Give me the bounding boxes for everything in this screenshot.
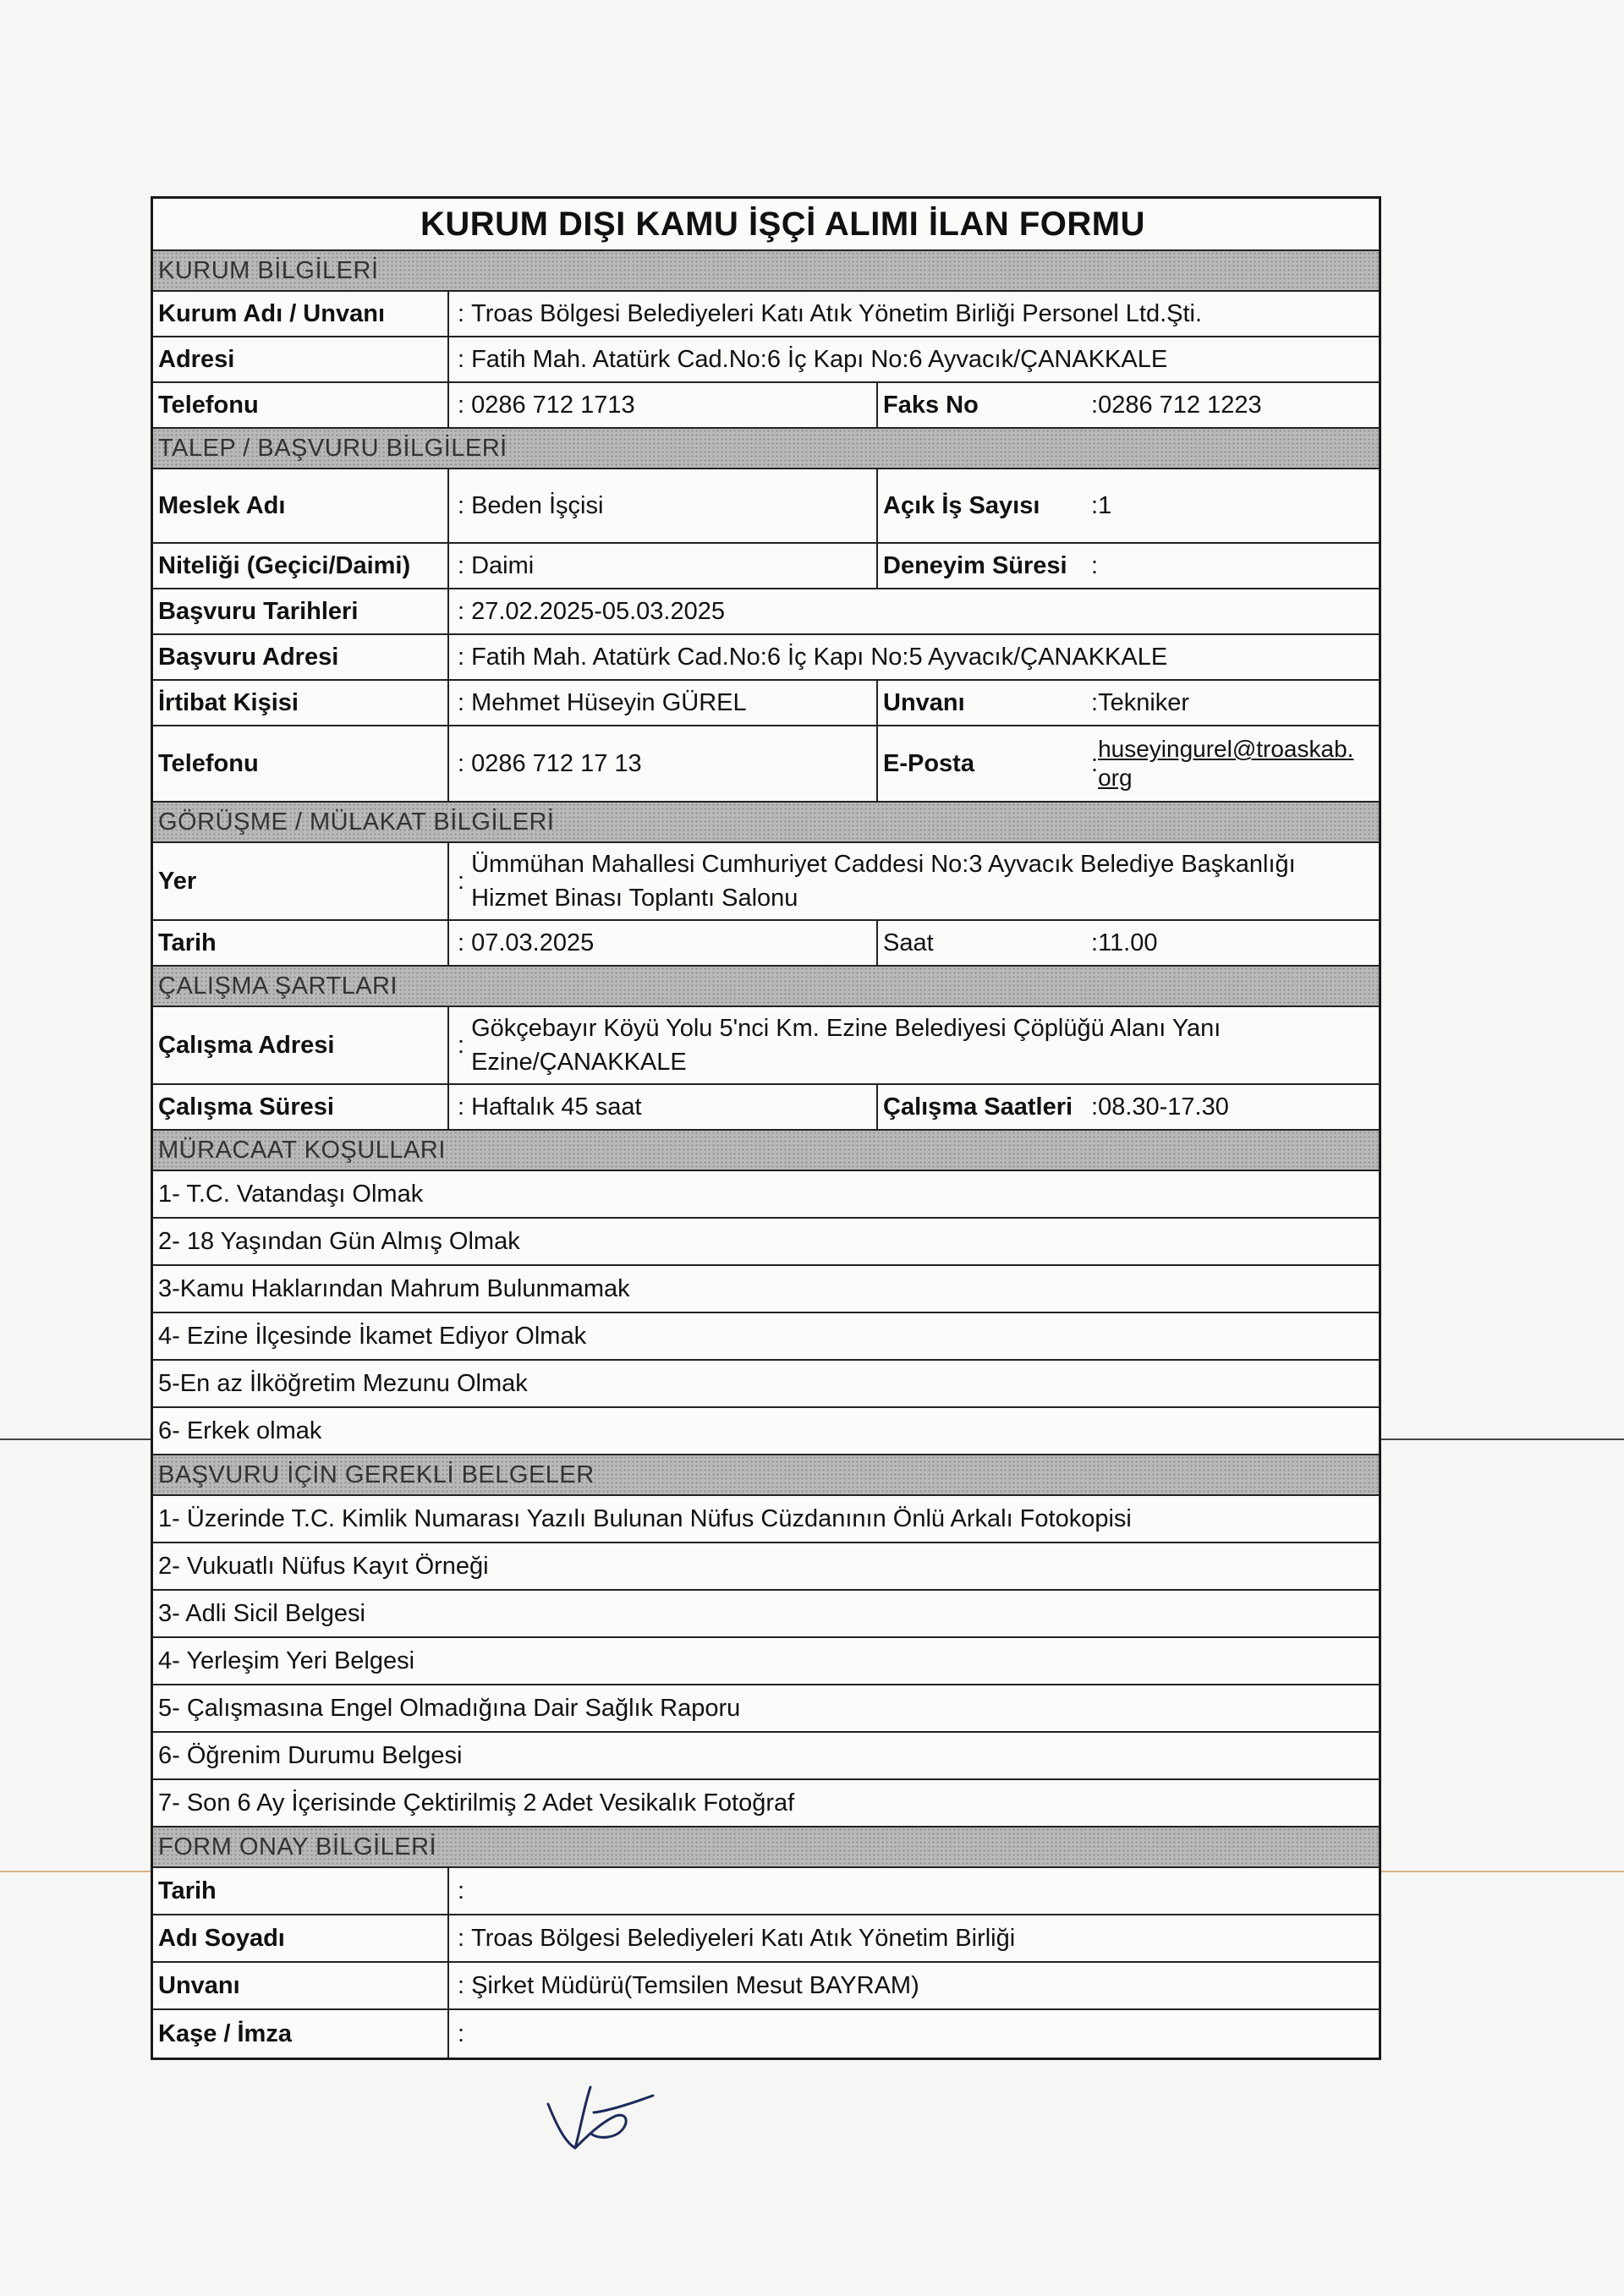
label-irtibat: İrtibat Kişisi <box>153 681 449 725</box>
row-kurum-ad <box>153 292 1379 337</box>
list-item <box>153 1313 1379 1361</box>
label-onay-unvan: Unvanı <box>153 1963 449 2008</box>
label-basvuru-tarih: Başvuru Tarihleri <box>153 589 449 633</box>
colon: : <box>458 597 465 625</box>
row-kurum-adres <box>153 337 1379 383</box>
colon: : <box>458 1093 465 1121</box>
value-onay-ad: Troas Bölgesi Belediyeleri Katı Atık Yönetim Birliği <box>471 1924 1016 1952</box>
muracaat-item: 1- T.C. Vatandaşı Olmak <box>158 1180 424 1208</box>
colon: : <box>458 299 465 327</box>
row-kurum-telefon <box>153 383 1379 429</box>
belge-item: 1- Üzerinde T.C. Kimlik Numarası Yazılı Bulunan Nüfus Cüzdanının Önlü Arkalı Fotokopisi <box>158 1504 1132 1532</box>
value-saat: 11.00 <box>1098 929 1158 956</box>
value-calisma-adres-line2: Ezine/ÇANAKKALE <box>471 1049 687 1076</box>
row-yer <box>153 843 1379 921</box>
row-onay-tarih <box>153 1868 1379 1915</box>
belge-item: 4- Yerleşim Yeri Belgesi <box>158 1647 415 1674</box>
colon: : <box>1091 1093 1099 1121</box>
label-calisma-sure: Çalışma Süresi <box>153 1085 449 1129</box>
muracaat-item: 6- Erkek olmak <box>158 1417 322 1444</box>
label-unvan: Unvanı <box>876 681 1088 725</box>
row-calisma-sure <box>153 1085 1379 1131</box>
value-unvan: Tekniker <box>1098 688 1190 716</box>
colon: : <box>458 749 465 777</box>
colon: : <box>458 1971 465 1999</box>
colon: : <box>458 491 465 519</box>
belge-item: 2- Vukuatlı Nüfus Kayıt Örneği <box>158 1552 489 1580</box>
value-yer-line1: Ümmühan Mahallesi Cumhuriyet Caddesi No:3 Ayvacık Belediye Başkanlığı <box>471 851 1296 878</box>
colon: : <box>458 643 465 671</box>
value-talep-telefon: 0286 712 17 13 <box>471 749 642 777</box>
section-talep: TALEP / BAŞVURU BİLGİLERİ <box>153 429 1379 469</box>
colon: : <box>458 345 465 373</box>
colon: : <box>1091 749 1099 777</box>
section-muracaat: MÜRACAAT KOŞULLARI <box>153 1131 1379 1171</box>
row-gorusme-tarih <box>153 921 1379 967</box>
label-eposta: E-Posta <box>876 726 1088 801</box>
colon: : <box>458 2019 465 2047</box>
label-kurum-ad: Kurum Adı / Unvanı <box>153 292 449 336</box>
row-basvuru-tarih <box>153 589 1379 635</box>
row-onay-kase <box>153 2010 1379 2058</box>
section-onay: FORM ONAY BİLGİLERİ <box>153 1827 1379 1868</box>
value-kurum-faks: 0286 712 1223 <box>1098 391 1262 419</box>
colon: : <box>1091 551 1099 579</box>
list-item <box>153 1685 1379 1733</box>
value-eposta-line2[interactable]: org <box>1098 764 1133 791</box>
colon: : <box>1091 688 1099 716</box>
announcement-form <box>151 196 1381 2060</box>
label-kurum-adres: Adresi <box>153 337 449 381</box>
muracaat-item: 2- 18 Yaşından Gün Almış Olmak <box>158 1227 520 1255</box>
colon: : <box>1091 929 1099 956</box>
belge-item: 5- Çalışmasına Engel Olmadığına Dair Sağlık Raporu <box>158 1694 741 1722</box>
muracaat-item: 4- Ezine İlçesinde İkamet Ediyor Olmak <box>158 1322 587 1350</box>
row-onay-ad <box>153 1915 1379 1963</box>
label-onay-ad: Adı Soyadı <box>153 1915 449 1961</box>
value-basvuru-tarih: 27.02.2025-05.03.2025 <box>471 597 726 625</box>
list-item <box>153 1591 1379 1638</box>
row-talep-telefon <box>153 726 1379 803</box>
label-calisma-saat: Çalışma Saatleri <box>876 1085 1088 1129</box>
label-onay-kase: Kaşe / İmza <box>153 2010 449 2058</box>
row-irtibat <box>153 681 1379 726</box>
value-acik-is: 1 <box>1098 491 1112 519</box>
label-kurum-telefon: Telefonu <box>153 383 449 427</box>
value-calisma-adres-line1: Gökçebayır Köyü Yolu 5'nci Km. Ezine Belediyesi Çöplüğü Alanı Yanı <box>471 1015 1221 1042</box>
colon: : <box>458 1877 465 1904</box>
value-eposta-line1[interactable]: huseyingurel@troaskab. <box>1098 736 1354 762</box>
colon: : <box>458 551 465 579</box>
list-item <box>153 1543 1379 1591</box>
muracaat-item: 5-En az İlköğretim Mezunu Olmak <box>158 1369 528 1397</box>
list-item <box>153 1171 1379 1219</box>
value-calisma-sure: Haftalık 45 saat <box>471 1093 642 1121</box>
colon: : <box>458 929 465 956</box>
section-gorusme: GÖRÜŞME / MÜLAKAT BİLGİLERİ <box>153 803 1379 843</box>
list-item <box>153 1733 1379 1780</box>
muracaat-item: 3-Kamu Haklarından Mahrum Bulunmamak <box>158 1274 630 1302</box>
row-meslek <box>153 469 1379 544</box>
belge-item: 3- Adli Sicil Belgesi <box>158 1599 365 1627</box>
label-acik-is: Açık İş Sayısı <box>876 469 1088 542</box>
list-item <box>153 1638 1379 1685</box>
value-yer-line2: Hizmet Binası Toplantı Salonu <box>471 885 798 912</box>
list-item <box>153 1408 1379 1455</box>
signature-image <box>541 2079 660 2155</box>
colon: : <box>458 688 465 716</box>
label-calisma-adres: Çalışma Adresi <box>153 1007 449 1083</box>
value-nitelik: Daimi <box>471 551 535 579</box>
colon: : <box>1091 391 1099 419</box>
colon: : <box>458 391 465 419</box>
form-title: KURUM DIŞI KAMU İŞÇİ ALIMI İLAN FORMU <box>153 199 1379 251</box>
row-basvuru-adres <box>153 635 1379 681</box>
list-item <box>153 1266 1379 1313</box>
label-gorusme-tarih: Tarih <box>153 921 449 965</box>
colon: : <box>458 1032 465 1059</box>
section-belgeler: BAŞVURU İÇİN GEREKLİ BELGELER <box>153 1455 1379 1496</box>
value-gorusme-tarih: 07.03.2025 <box>471 929 595 956</box>
value-irtibat: Mehmet Hüseyin GÜREL <box>471 688 747 716</box>
label-talep-telefon: Telefonu <box>153 726 449 801</box>
label-kurum-faks: Faks No <box>876 383 1088 427</box>
section-kurum: KURUM BİLGİLERİ <box>153 251 1379 292</box>
colon: : <box>458 1924 465 1952</box>
list-item <box>153 1780 1379 1827</box>
value-kurum-ad: Troas Bölgesi Belediyeleri Katı Atık Yönetim Birliği Personel Ltd.Şti. <box>471 299 1203 327</box>
list-item <box>153 1361 1379 1408</box>
colon: : <box>458 868 465 895</box>
value-onay-unvan: Şirket Müdürü(Temsilen Mesut BAYRAM) <box>471 1971 919 1999</box>
label-nitelik: Niteliği (Geçici/Daimi) <box>153 544 449 588</box>
value-basvuru-adres: Fatih Mah. Atatürk Cad.No:6 İç Kapı No:5 Ayvacık/ÇANAKKALE <box>471 643 1168 671</box>
label-basvuru-adres: Başvuru Adresi <box>153 635 449 679</box>
list-item <box>153 1496 1379 1543</box>
belge-item: 6- Öğrenim Durumu Belgesi <box>158 1741 463 1769</box>
label-deneyim: Deneyim Süresi <box>876 544 1088 588</box>
value-kurum-adres: Fatih Mah. Atatürk Cad.No:6 İç Kapı No:6 Ayvacık/ÇANAKKALE <box>471 345 1168 373</box>
value-calisma-saat: 08.30-17.30 <box>1098 1093 1229 1121</box>
list-item <box>153 1219 1379 1266</box>
label-yer: Yer <box>153 843 449 919</box>
row-nitelik <box>153 544 1379 589</box>
label-meslek: Meslek Adı <box>153 469 449 542</box>
colon: : <box>1091 491 1099 519</box>
label-saat: Saat <box>876 921 1088 965</box>
row-onay-unvan <box>153 1963 1379 2010</box>
belge-item: 7- Son 6 Ay İçerisinde Çektirilmiş 2 Adet Vesikalık Fotoğraf <box>158 1789 795 1817</box>
section-calisma: ÇALIŞMA ŞARTLARI <box>153 967 1379 1007</box>
row-calisma-adres <box>153 1007 1379 1085</box>
value-meslek: Beden İşçisi <box>471 491 604 519</box>
value-kurum-telefon: 0286 712 1713 <box>471 391 635 419</box>
label-onay-tarih: Tarih <box>153 1868 449 1914</box>
